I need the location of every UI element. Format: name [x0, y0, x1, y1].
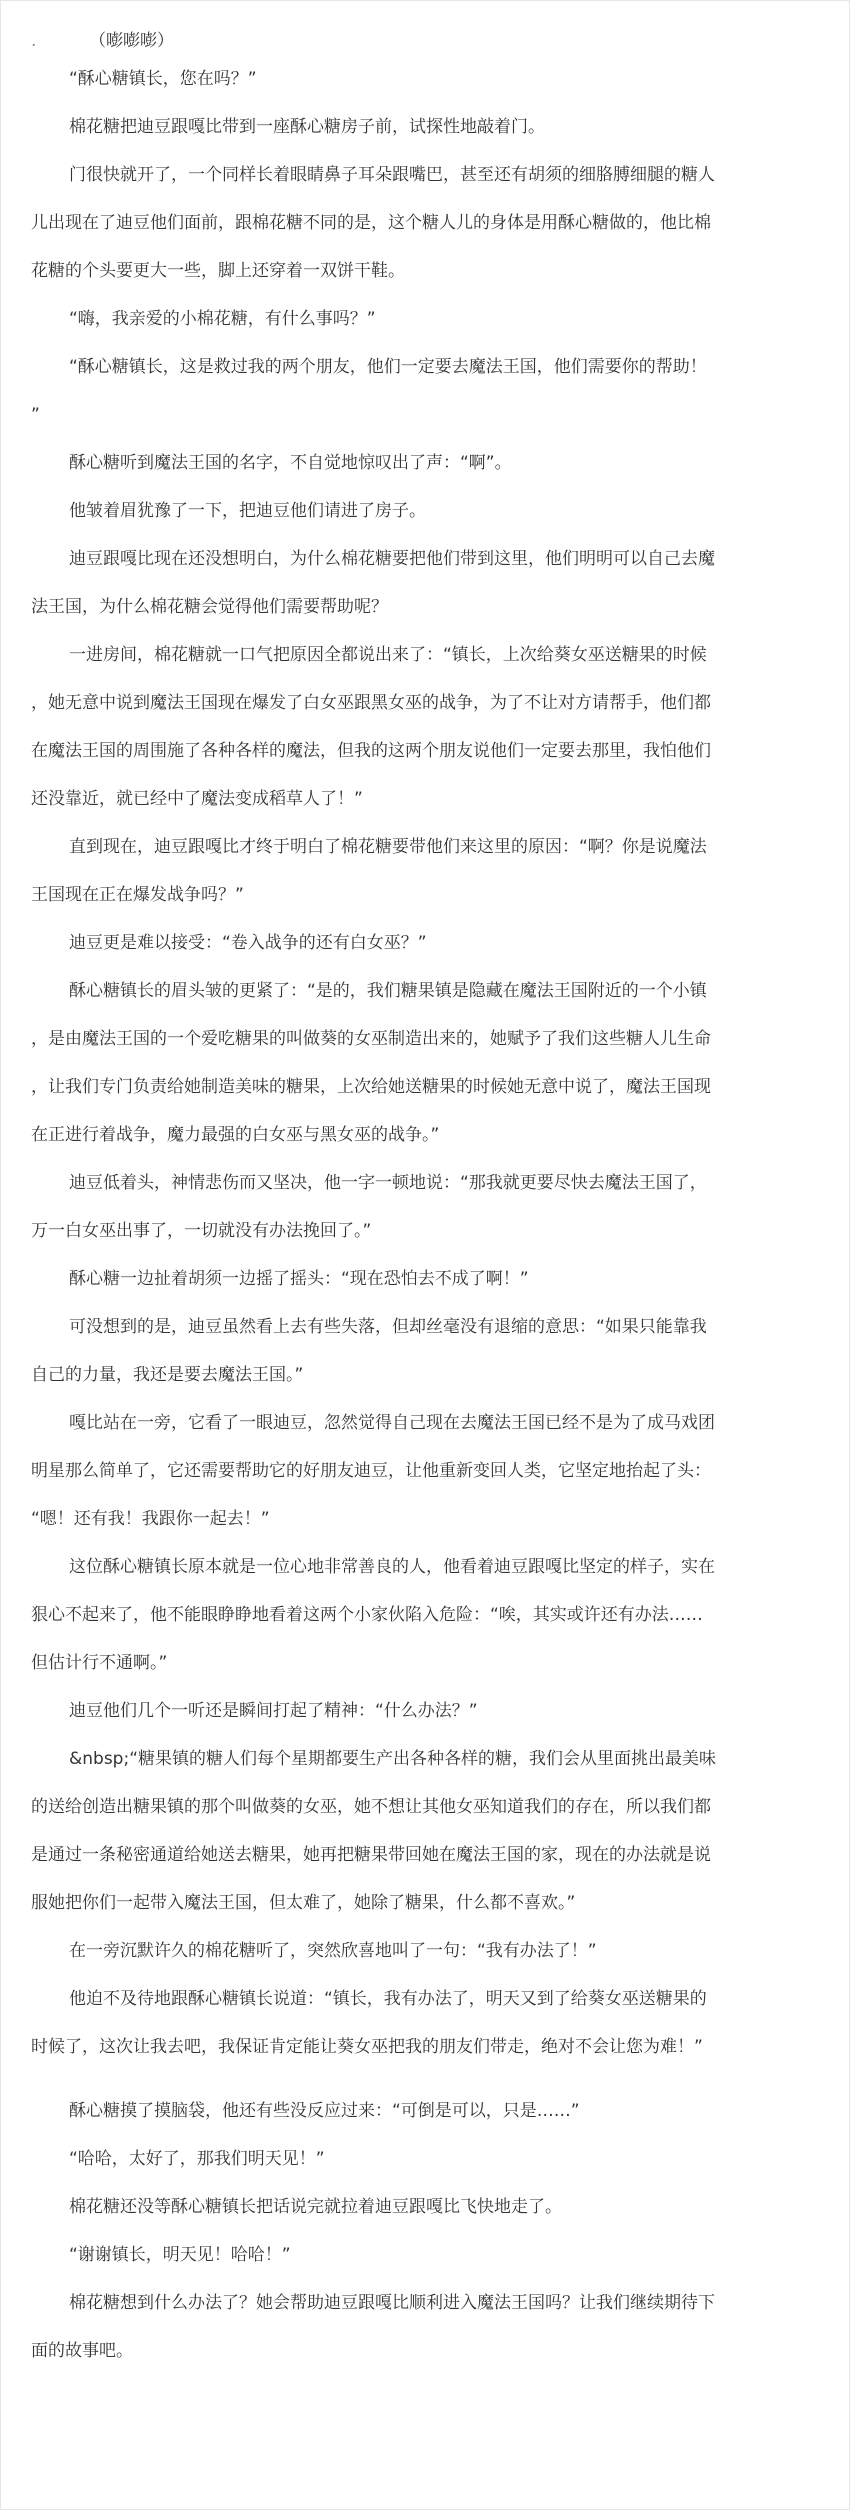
text-line: 明星那么简单了，它还需要帮助它的好朋友迪豆，让他重新变回人类，它坚定地抬起了头： [31, 1461, 711, 1481]
leading-dot: . [31, 31, 37, 51]
text-line: 迪豆他们几个一听还是瞬间打起了精神：“什么办法？” [69, 1701, 478, 1721]
text-line: &nbsp;“糖果镇的糖人们每个星期都要生产出各种各样的糖，我们会从里面挑出最美味 [69, 1749, 717, 1769]
text-line: “嗨，我亲爱的小棉花糖，有什么事吗？” [69, 309, 376, 329]
text-line: ” [31, 405, 40, 425]
text-line: 酥心糖摸了摸脑袋，他还有些没反应过来：“可倒是可以，只是……” [69, 2101, 580, 2121]
text-line: 迪豆低着头，神情悲伤而又坚决，他一字一顿地说：“那我就更要尽快去魔法王国了， [69, 1173, 707, 1193]
text-line: 他皱着眉犹豫了一下，把迪豆他们请进了房子。 [69, 501, 426, 521]
text-line: 直到现在，迪豆跟嘎比才终于明白了棉花糖要带他们来这里的原因：“啊？你是说魔法 [69, 837, 707, 857]
text-line: 棉花糖把迪豆跟嘎比带到一座酥心糖房子前，试探性地敲着门。 [69, 117, 545, 137]
text-line: 嘎比站在一旁，它看了一眼迪豆，忽然觉得自己现在去魔法王国已经不是为了成马戏团 [69, 1413, 715, 1433]
text-line: “酥心糖镇长，这是救过我的两个朋友，他们一定要去魔法王国，他们需要你的帮助！ [69, 357, 707, 377]
text-line: “哈哈，太好了，那我们明天见！” [69, 2149, 325, 2169]
text-line: 是通过一条秘密通道给她送去糖果，她再把糖果带回她在魔法王国的家，现在的办法就是说 [31, 1845, 711, 1865]
text-line: 棉花糖还没等酥心糖镇长把话说完就拉着迪豆跟嘎比飞快地走了。 [69, 2197, 562, 2217]
text-line: 可没想到的是，迪豆虽然看上去有些失落，但却丝毫没有退缩的意思：“如果只能靠我 [69, 1317, 707, 1337]
text-line: 万一白女巫出事了，一切就没有办法挽回了。” [31, 1221, 372, 1241]
text-line [31, 29, 821, 67]
text-line: 门很快就开了，一个同样长着眼睛鼻子耳朵跟嘴巴，甚至还有胡须的细胳膊细腿的糖人 [69, 165, 715, 185]
text-line: 还没靠近，就已经中了魔法变成稻草人了！” [31, 789, 363, 809]
text-line: 一进房间，棉花糖就一口气把原因全都说出来了：“镇长，上次给葵女巫送糖果的时候 [69, 645, 707, 665]
text-line: 的送给创造出糖果镇的那个叫做葵的女巫，她不想让其他女巫知道我们的存在，所以我们都 [31, 1797, 711, 1817]
text-line: 儿出现在了迪豆他们面前，跟棉花糖不同的是，这个糖人儿的身体是用酥心糖做的，他比棉 [31, 213, 711, 233]
text-line: 这位酥心糖镇长原本就是一位心地非常善良的人，他看着迪豆跟嘎比坚定的样子，实在 [69, 1557, 715, 1577]
text-line: “谢谢镇长，明天见！哈哈！” [69, 2245, 291, 2265]
line-text: （嘭嘭嘭） [89, 31, 174, 51]
text-line: 但估计行不通啊。” [31, 1653, 168, 1673]
text-line: “酥心糖镇长，您在吗？” [69, 69, 257, 89]
text-line: 在正进行着战争，魔力最强的白女巫与黑女巫的战争。” [31, 1125, 440, 1145]
text-line: 自己的力量，我还是要去魔法王国。” [31, 1365, 304, 1385]
text-line: 他迫不及待地跟酥心糖镇长说道：“镇长，我有办法了，明天又到了给葵女巫送糖果的 [69, 1989, 707, 2009]
text-line: 王国现在正在爆发战争吗？” [31, 885, 244, 905]
text-line: ，她无意中说到魔法王国现在爆发了白女巫跟黑女巫的战争，为了不让对方请帮手，他们都 [31, 693, 711, 713]
text-line: 面的故事吧。 [31, 2341, 133, 2361]
text-line: “嗯！还有我！我跟你一起去！” [31, 1509, 270, 1529]
text-line: ，让我们专门负责给她制造美味的糖果，上次给她送糖果的时候她无意中说了，魔法王国现 [31, 1077, 711, 1097]
text-line: ，是由魔法王国的一个爱吃糖果的叫做葵的女巫制造出来的，她赋予了我们这些糖人儿生命 [31, 1029, 711, 1049]
text-line: 在一旁沉默许久的棉花糖听了，突然欣喜地叫了一句：“我有办法了！” [69, 1941, 597, 1961]
text-line: 在魔法王国的周围施了各种各样的魔法，但我的这两个朋友说他们一定要去那里，我怕他们 [31, 741, 711, 761]
text-line: 时候了，这次让我去吧，我保证肯定能让葵女巫把我的朋友们带走，绝对不会让您为难！” [31, 2037, 703, 2057]
text-line: 酥心糖听到魔法王国的名字，不自觉地惊叹出了声：“啊”。 [69, 453, 512, 473]
text-line: 酥心糖一边扯着胡须一边摇了摇头：“现在恐怕去不成了啊！” [69, 1269, 529, 1289]
text-line: 酥心糖镇长的眉头皱的更紧了：“是的，我们糖果镇是隐藏在魔法王国附近的一个小镇 [69, 981, 707, 1001]
text-line: 服她把你们一起带入魔法王国，但太难了，她除了糖果，什么都不喜欢。” [31, 1893, 576, 1913]
text-line: 法王国，为什么棉花糖会觉得他们需要帮助呢？ [31, 597, 388, 617]
text-line: 迪豆更是难以接受：“卷入战争的还有白女巫？” [69, 933, 427, 953]
text-line: 棉花糖想到什么办法了？她会帮助迪豆跟嘎比顺利进入魔法王国吗？让我们继续期待下 [69, 2293, 715, 2313]
text-line: 迪豆跟嘎比现在还没想明白，为什么棉花糖要把他们带到这里，他们明明可以自己去魔 [69, 549, 715, 569]
text-line: 花糖的个头要更大一些，脚上还穿着一双饼干鞋。 [31, 261, 405, 281]
text-line: 狠心不起来了，他不能眼睁睁地看着这两个小家伙陷入危险：“唉，其实或许还有办法…… [31, 1605, 703, 1625]
